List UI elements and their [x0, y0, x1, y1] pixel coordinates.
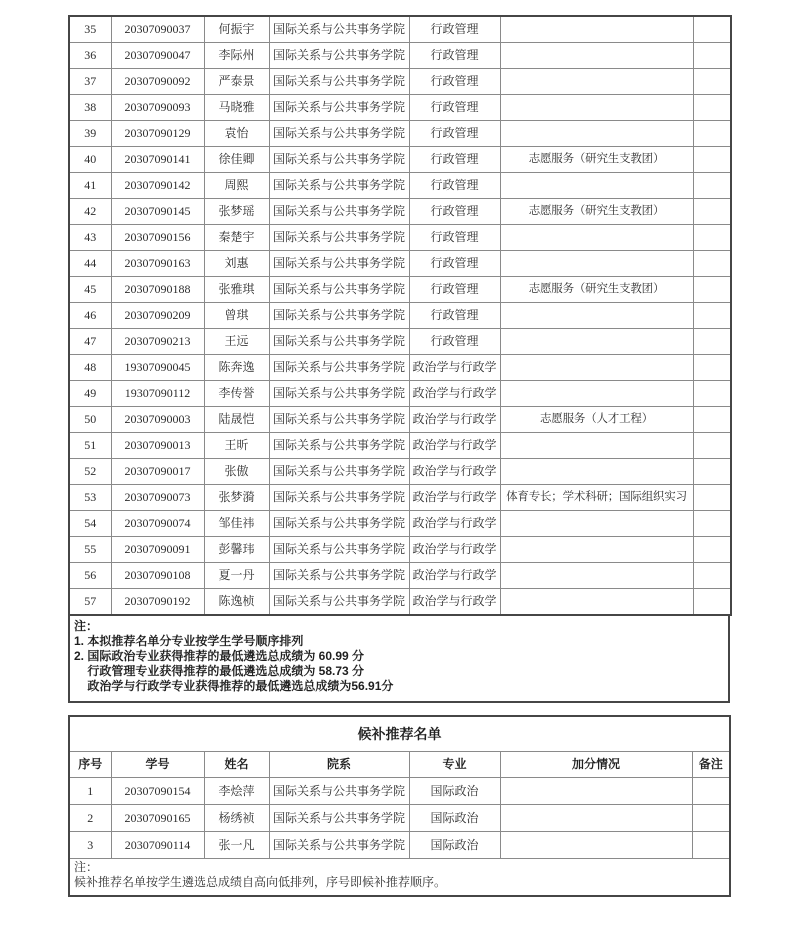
cell-name: 张梦瑶 — [204, 199, 269, 225]
cell-seq: 2 — [69, 805, 111, 832]
table-row — [69, 778, 730, 805]
cell-major: 行政管理 — [409, 277, 500, 303]
cell-bonus — [500, 805, 692, 832]
cell-major: 行政管理 — [409, 251, 500, 277]
cell-department: 国际关系与公共事务学院 — [269, 303, 409, 329]
cell-department: 国际关系与公共事务学院 — [269, 459, 409, 485]
cell-bonus — [500, 69, 693, 95]
table-row — [69, 251, 731, 277]
cell-bonus — [500, 832, 692, 859]
cell-remark — [693, 251, 731, 277]
cell-seq: 48 — [69, 355, 111, 381]
cell-department: 国际关系与公共事务学院 — [269, 832, 409, 859]
cell-seq: 56 — [69, 563, 111, 589]
cell-major: 行政管理 — [409, 43, 500, 69]
table-row — [69, 589, 731, 616]
header-cell: 院系 — [269, 752, 409, 778]
cell-seq: 49 — [69, 381, 111, 407]
candidate-note-line: 候补推荐名单按学生遴选总成绩自高向低排列，序号即候补推荐顺序。 — [74, 875, 447, 889]
candidate-table — [68, 715, 731, 897]
cell-name: 严泰景 — [204, 69, 269, 95]
cell-student-id: 20307090145 — [111, 199, 204, 225]
cell-student-id: 20307090188 — [111, 277, 204, 303]
candidate-note-cell — [69, 859, 730, 897]
cell-name: 马晓雅 — [204, 95, 269, 121]
cell-bonus — [500, 537, 693, 563]
cell-seq: 40 — [69, 147, 111, 173]
cell-remark — [692, 778, 730, 805]
cell-remark — [693, 95, 731, 121]
header-cell: 姓名 — [204, 752, 269, 778]
cell-seq: 35 — [69, 16, 111, 43]
table-row — [69, 173, 731, 199]
cell-remark — [693, 537, 731, 563]
cell-remark — [693, 355, 731, 381]
cell-name: 张一凡 — [204, 832, 269, 859]
cell-student-id: 20307090017 — [111, 459, 204, 485]
cell-name: 秦楚宇 — [204, 225, 269, 251]
cell-name: 陈逸桢 — [204, 589, 269, 616]
cell-name: 何振宇 — [204, 16, 269, 43]
cell-remark — [693, 16, 731, 43]
cell-name: 张傲 — [204, 459, 269, 485]
cell-bonus: 志愿服务（人才工程） — [500, 407, 693, 433]
table-row — [69, 95, 731, 121]
cell-department: 国际关系与公共事务学院 — [269, 147, 409, 173]
cell-remark — [693, 407, 731, 433]
cell-remark — [693, 433, 731, 459]
cell-student-id: 20307090093 — [111, 95, 204, 121]
cell-major: 政治学与行政学 — [409, 563, 500, 589]
note-line: 政治学与行政学专业获得推荐的最低遴选总成绩为56.91分 — [74, 679, 394, 693]
cell-major: 政治学与行政学 — [409, 355, 500, 381]
cell-major: 行政管理 — [409, 16, 500, 43]
cell-seq: 41 — [69, 173, 111, 199]
cell-major: 行政管理 — [409, 69, 500, 95]
cell-remark — [693, 459, 731, 485]
cell-bonus — [500, 121, 693, 147]
cell-remark — [693, 69, 731, 95]
table-row — [69, 225, 731, 251]
table-row — [69, 832, 730, 859]
table-row — [69, 329, 731, 355]
cell-department: 国际关系与公共事务学院 — [269, 173, 409, 199]
table-row — [69, 485, 731, 511]
cell-major: 行政管理 — [409, 303, 500, 329]
candidate-note-row — [69, 859, 730, 897]
cell-department: 国际关系与公共事务学院 — [269, 329, 409, 355]
cell-major: 行政管理 — [409, 95, 500, 121]
cell-name: 刘惠 — [204, 251, 269, 277]
cell-department: 国际关系与公共事务学院 — [269, 433, 409, 459]
recommendation-table — [68, 15, 732, 616]
cell-remark — [693, 589, 731, 616]
table-row — [69, 303, 731, 329]
cell-remark — [693, 147, 731, 173]
cell-student-id: 20307090073 — [111, 485, 204, 511]
cell-remark — [693, 121, 731, 147]
cell-major: 行政管理 — [409, 225, 500, 251]
cell-student-id: 20307090142 — [111, 173, 204, 199]
cell-name: 张梦漪 — [204, 485, 269, 511]
table-row — [69, 381, 731, 407]
cell-remark — [693, 303, 731, 329]
cell-bonus: 志愿服务（研究生支教团） — [500, 277, 693, 303]
cell-name: 曾琪 — [204, 303, 269, 329]
cell-name: 杨绣祯 — [204, 805, 269, 832]
cell-student-id: 20307090129 — [111, 121, 204, 147]
cell-department: 国际关系与公共事务学院 — [269, 121, 409, 147]
cell-bonus — [500, 225, 693, 251]
table-row — [69, 277, 731, 303]
cell-seq: 55 — [69, 537, 111, 563]
cell-bonus — [500, 589, 693, 616]
cell-student-id: 20307090154 — [111, 778, 204, 805]
cell-student-id: 19307090112 — [111, 381, 204, 407]
cell-remark — [693, 511, 731, 537]
header-cell: 学号 — [111, 752, 204, 778]
cell-seq: 53 — [69, 485, 111, 511]
cell-seq: 45 — [69, 277, 111, 303]
cell-major: 政治学与行政学 — [409, 589, 500, 616]
cell-seq: 43 — [69, 225, 111, 251]
table-row — [69, 537, 731, 563]
cell-bonus: 志愿服务（研究生支教团） — [500, 147, 693, 173]
cell-department: 国际关系与公共事务学院 — [269, 251, 409, 277]
cell-bonus — [500, 95, 693, 121]
cell-name: 徐佳卿 — [204, 147, 269, 173]
cell-student-id: 20307090141 — [111, 147, 204, 173]
cell-department: 国际关系与公共事务学院 — [269, 381, 409, 407]
cell-bonus — [500, 329, 693, 355]
cell-student-id: 20307090192 — [111, 589, 204, 616]
cell-name: 陆晟恺 — [204, 407, 269, 433]
candidate-note-line: 注： — [74, 860, 99, 874]
candidate-table-title-row — [69, 716, 730, 752]
cell-name: 张雅琪 — [204, 277, 269, 303]
cell-remark — [692, 832, 730, 859]
cell-major: 行政管理 — [409, 329, 500, 355]
table-row — [69, 407, 731, 433]
cell-student-id: 20307090213 — [111, 329, 204, 355]
table-row — [69, 355, 731, 381]
cell-name: 彭馨玮 — [204, 537, 269, 563]
header-cell: 加分情况 — [500, 752, 692, 778]
cell-seq: 57 — [69, 589, 111, 616]
table-row — [69, 199, 731, 225]
cell-major: 政治学与行政学 — [409, 433, 500, 459]
cell-major: 国际政治 — [409, 778, 500, 805]
cell-bonus — [500, 303, 693, 329]
cell-seq: 44 — [69, 251, 111, 277]
cell-name: 王昕 — [204, 433, 269, 459]
table-row — [69, 43, 731, 69]
cell-department: 国际关系与公共事务学院 — [269, 43, 409, 69]
cell-name: 邹佳祎 — [204, 511, 269, 537]
cell-remark — [693, 485, 731, 511]
cell-bonus — [500, 251, 693, 277]
cell-department: 国际关系与公共事务学院 — [269, 95, 409, 121]
cell-name: 夏一丹 — [204, 563, 269, 589]
header-cell: 专业 — [409, 752, 500, 778]
cell-seq: 47 — [69, 329, 111, 355]
cell-department: 国际关系与公共事务学院 — [269, 277, 409, 303]
cell-remark — [693, 563, 731, 589]
table-row — [69, 511, 731, 537]
note-line: 2. 国际政治专业获得推荐的最低遴选总成绩为 60.99 分 — [74, 649, 365, 663]
cell-bonus — [500, 511, 693, 537]
table-row — [69, 147, 731, 173]
cell-remark — [693, 199, 731, 225]
cell-department: 国际关系与公共事务学院 — [269, 16, 409, 43]
notes-box — [68, 614, 730, 703]
cell-department: 国际关系与公共事务学院 — [269, 225, 409, 251]
cell-department: 国际关系与公共事务学院 — [269, 407, 409, 433]
cell-bonus: 体育专长；学术科研；国际组织实习 — [500, 485, 693, 511]
cell-seq: 42 — [69, 199, 111, 225]
cell-remark — [693, 225, 731, 251]
cell-bonus — [500, 173, 693, 199]
cell-remark — [692, 805, 730, 832]
cell-department: 国际关系与公共事务学院 — [269, 511, 409, 537]
cell-seq: 3 — [69, 832, 111, 859]
cell-remark — [693, 329, 731, 355]
cell-major: 行政管理 — [409, 173, 500, 199]
cell-name: 李烩萍 — [204, 778, 269, 805]
table-row — [69, 563, 731, 589]
cell-major: 国际政治 — [409, 805, 500, 832]
cell-major: 政治学与行政学 — [409, 459, 500, 485]
cell-seq: 52 — [69, 459, 111, 485]
cell-major: 政治学与行政学 — [409, 381, 500, 407]
cell-seq: 39 — [69, 121, 111, 147]
cell-seq: 46 — [69, 303, 111, 329]
cell-student-id: 19307090045 — [111, 355, 204, 381]
candidate-table-title: 候补推荐名单 — [69, 716, 730, 752]
cell-name: 王远 — [204, 329, 269, 355]
cell-major: 政治学与行政学 — [409, 407, 500, 433]
note-line: 行政管理专业获得推荐的最低遴选总成绩为 58.73 分 — [74, 664, 365, 678]
header-cell: 序号 — [69, 752, 111, 778]
cell-student-id: 20307090092 — [111, 69, 204, 95]
cell-seq: 1 — [69, 778, 111, 805]
cell-name: 周熙 — [204, 173, 269, 199]
table-row — [69, 69, 731, 95]
cell-student-id: 20307090108 — [111, 563, 204, 589]
cell-major: 政治学与行政学 — [409, 537, 500, 563]
cell-student-id: 20307090114 — [111, 832, 204, 859]
cell-department: 国际关系与公共事务学院 — [269, 199, 409, 225]
cell-student-id: 20307090037 — [111, 16, 204, 43]
cell-seq: 54 — [69, 511, 111, 537]
candidate-table-header-row — [69, 752, 730, 778]
cell-department: 国际关系与公共事务学院 — [269, 805, 409, 832]
cell-major: 行政管理 — [409, 199, 500, 225]
cell-bonus — [500, 433, 693, 459]
table-row — [69, 459, 731, 485]
cell-student-id: 20307090163 — [111, 251, 204, 277]
cell-remark — [693, 173, 731, 199]
table-row — [69, 121, 731, 147]
table-row — [69, 433, 731, 459]
cell-name: 陈奔逸 — [204, 355, 269, 381]
cell-department: 国际关系与公共事务学院 — [269, 485, 409, 511]
cell-seq: 50 — [69, 407, 111, 433]
cell-student-id: 20307090165 — [111, 805, 204, 832]
cell-department: 国际关系与公共事务学院 — [269, 778, 409, 805]
cell-remark — [693, 381, 731, 407]
table-row — [69, 16, 731, 43]
cell-name: 李际州 — [204, 43, 269, 69]
cell-bonus — [500, 381, 693, 407]
cell-student-id: 20307090156 — [111, 225, 204, 251]
cell-seq: 38 — [69, 95, 111, 121]
cell-major: 国际政治 — [409, 832, 500, 859]
cell-student-id: 20307090047 — [111, 43, 204, 69]
cell-student-id: 20307090091 — [111, 537, 204, 563]
cell-student-id: 20307090074 — [111, 511, 204, 537]
cell-bonus: 志愿服务（研究生支教团） — [500, 199, 693, 225]
cell-name: 李传誉 — [204, 381, 269, 407]
cell-student-id: 20307090003 — [111, 407, 204, 433]
cell-remark — [693, 43, 731, 69]
cell-bonus — [500, 778, 692, 805]
cell-name: 袁怡 — [204, 121, 269, 147]
table-row — [69, 805, 730, 832]
cell-student-id: 20307090013 — [111, 433, 204, 459]
cell-bonus — [500, 563, 693, 589]
header-cell: 备注 — [692, 752, 730, 778]
cell-department: 国际关系与公共事务学院 — [269, 537, 409, 563]
cell-bonus — [500, 16, 693, 43]
cell-major: 行政管理 — [409, 147, 500, 173]
cell-student-id: 20307090209 — [111, 303, 204, 329]
cell-department: 国际关系与公共事务学院 — [269, 355, 409, 381]
note-line: 1. 本拟推荐名单分专业按学生学号顺序排列 — [74, 634, 304, 648]
note-line: 注： — [74, 619, 99, 633]
cell-seq: 51 — [69, 433, 111, 459]
cell-bonus — [500, 43, 693, 69]
cell-major: 行政管理 — [409, 121, 500, 147]
cell-seq: 37 — [69, 69, 111, 95]
cell-major: 政治学与行政学 — [409, 485, 500, 511]
cell-bonus — [500, 355, 693, 381]
cell-bonus — [500, 459, 693, 485]
cell-department: 国际关系与公共事务学院 — [269, 589, 409, 616]
cell-department: 国际关系与公共事务学院 — [269, 563, 409, 589]
cell-remark — [693, 277, 731, 303]
cell-major: 政治学与行政学 — [409, 511, 500, 537]
cell-department: 国际关系与公共事务学院 — [269, 69, 409, 95]
cell-seq: 36 — [69, 43, 111, 69]
